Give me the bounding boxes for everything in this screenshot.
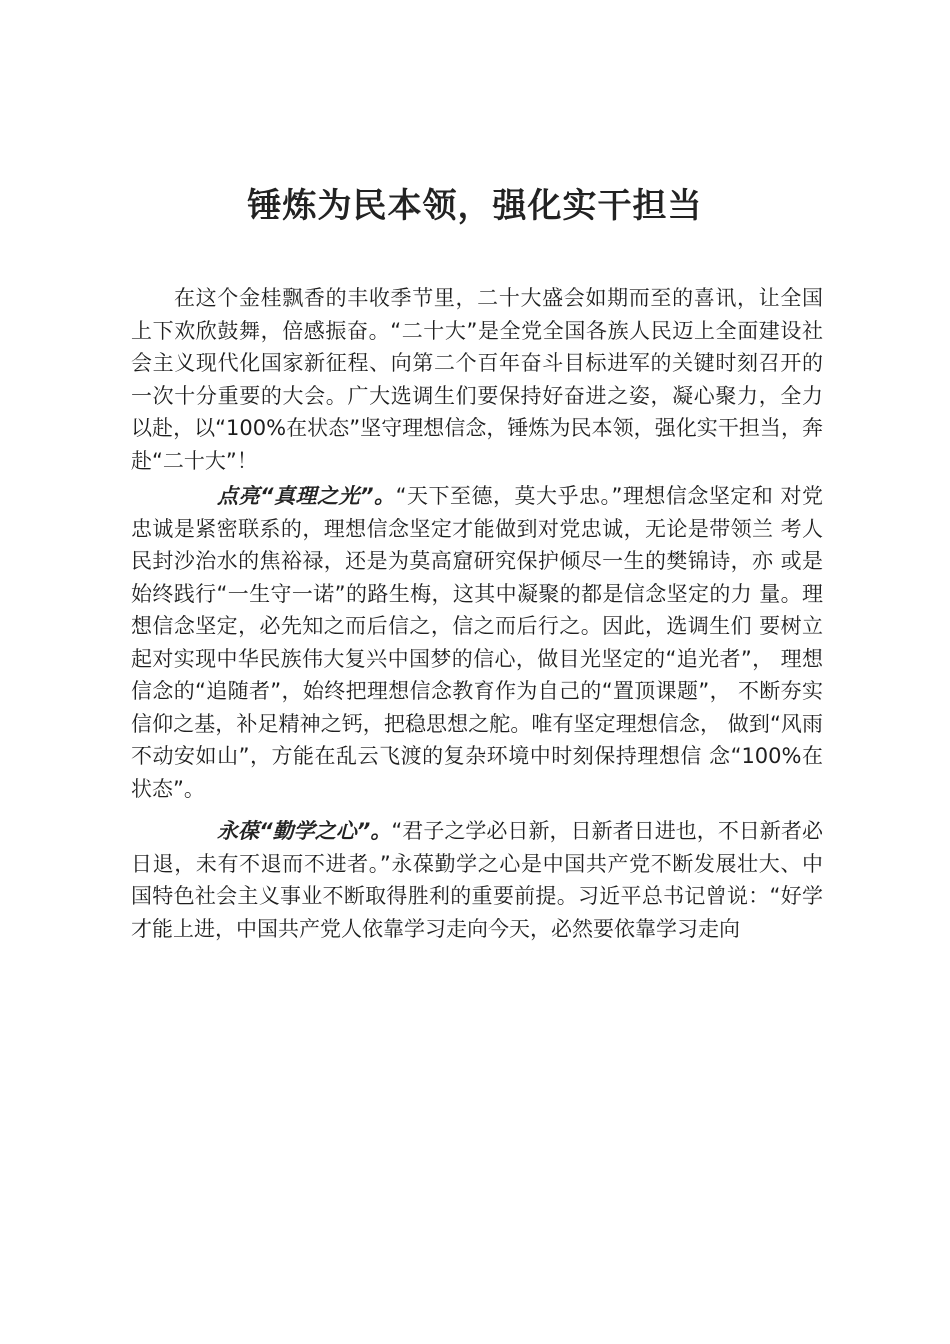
paragraph-truth-light	[131, 480, 823, 805]
paragraph-lead-heading: 点亮“真理之光”。	[217, 484, 396, 508]
document-title: 锤炼为民本领，强化实干担当	[247, 186, 703, 226]
paragraph-truth-light-text: “天下至德，莫大乎忠。”理想信念坚定和 对党忠诚是紧密联系的，理想信念坚定才能做到对党忠诚，无论是带领兰 考人民封沙治水的焦裕禄，还是为莫高窟研究保护倾尽一生的樊锦诗，亦 或是始终践行“一生守一诺”的路生梅，这其中凝聚的都是信念坚定的力 量。理想信念坚定，必先知之而后信之，信之而后行之。因此，选调生们 要树立起对实现中华民族伟大复兴中国梦的信心，做目光坚定的“追光者”， 理想信念的“追随者”，始终把理想信念教育作为自己的“置顶课题”， 不断夯实信仰之基，补足精神之钙，把稳思想之舵。唯有坚定理想信念， 做到“风雨不动安如山”，方能在乱云飞渡的复杂环境中时刻保持理想信 念“100%在状态”。	[131, 484, 823, 801]
paragraph-intro	[131, 282, 823, 477]
paragraph-lead-heading: 永葆“勤学之心”。	[217, 819, 392, 843]
paragraph-diligent-study-text: “君子之学必日新，日新者日进也，不日新者必日退，未有不退而不进者。”永葆勤学之心是中国共产党不断发展壮大、中国特色社会主义事业不断取得胜利的重要前提。习近平总书记曾说：“好学才能上进，中国共产党人依靠学习走向今天，必然要依靠学习走向	[131, 819, 823, 941]
paragraph-diligent-study	[131, 815, 823, 945]
paragraph-intro-text: 在这个金桂飘香的丰收季节里，二十大盛会如期而至的喜讯，让全国上下欢欣鼓舞，倍感振奋。“二十大”是全党全国各族人民迈上全面建设社会主义现代化国家新征程、向第二个百年奋斗目标进军的关键时刻召开的一次十分重要的大会。广大选调生们要保持好奋进之姿，凝心聚力，全力以赴，以“100%在状态”坚守理想信念，锤炼为民本领，强化实干担当，奔赴“二十大”！	[131, 286, 823, 473]
